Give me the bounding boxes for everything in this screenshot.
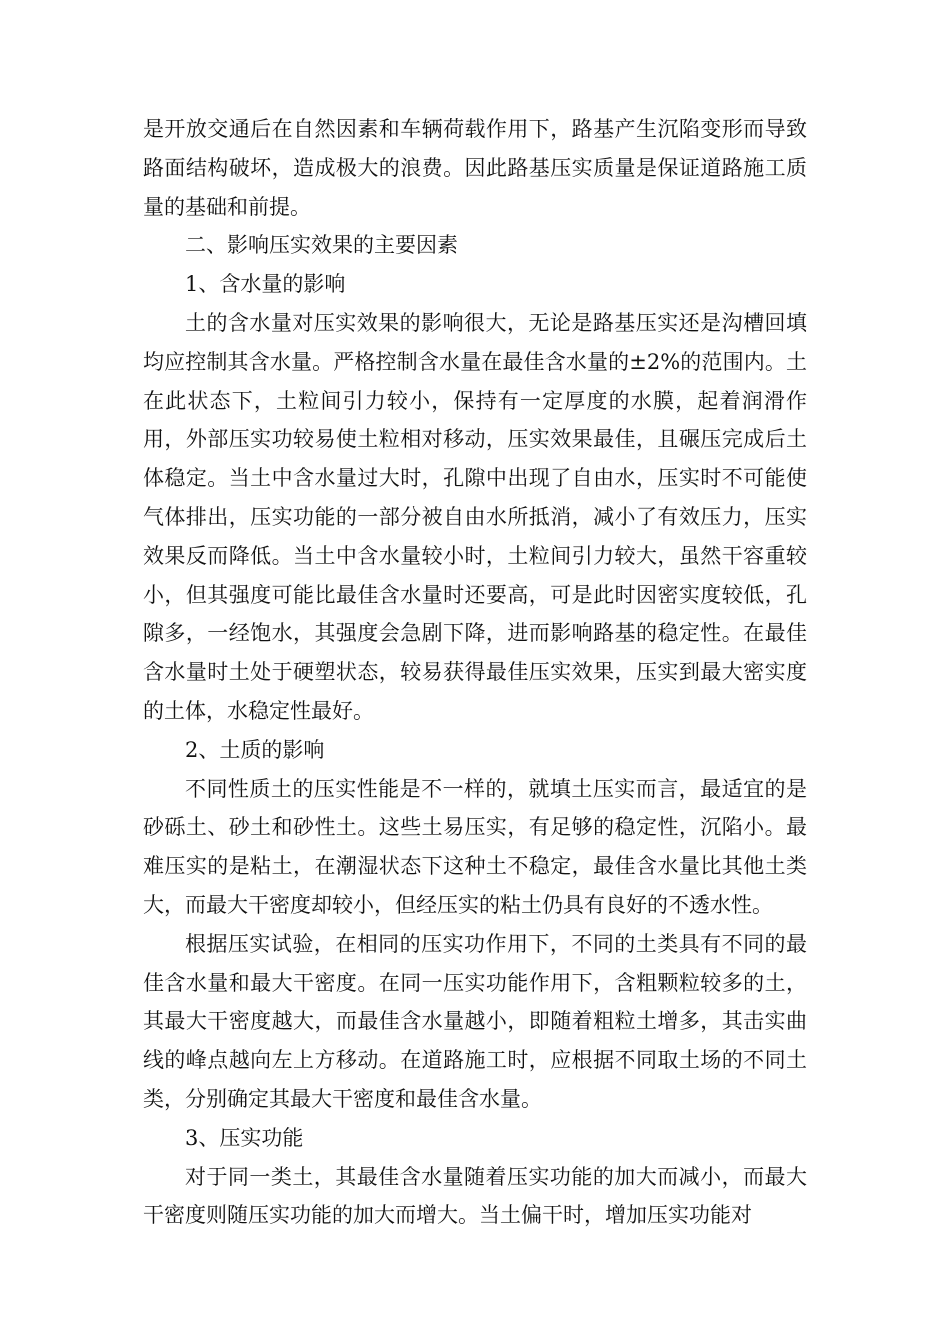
paragraph-continuation: 是开放交通后在自然因素和车辆荷载作用下，路基产生沉陷变形而导致路面结构破坏，造成极大的浪费。因此路基压实质量是保证道路施工质量的基础和前提。: [143, 117, 807, 219]
subsection-heading-moisture: 1、含水量的影响: [185, 272, 346, 297]
paragraph-soil-type-effect: 不同性质土的压实性能是不一样的，就填土压实而言，最适宜的是砂砾土、砂土和砂性土。这些土易压实，有足够的稳定性，沉陷小。最难压实的是粘土，在潮湿状态下这种土不稳定，最佳含水量比其他土类大，而最大干密度却较小，但经压实的粘土仍具有良好的不透水性。: [143, 776, 807, 917]
paragraph-compaction-test: 根据压实试验，在相同的压实功作用下，不同的土类具有不同的最佳含水量和最大干密度。在同一压实功能作用下，含粗颗粒较多的土，其最大干密度越大，而最佳含水量越小，即随着粗粒土增多，其击实曲线的峰点越向左上方移动。在道路施工时，应根据不同取土场的不同土类，分别确定其最大干密度和最佳含水量。: [143, 931, 807, 1111]
subsection-heading-compaction-energy: 3、压实功能: [185, 1125, 304, 1150]
paragraph-compaction-energy: 对于同一类土，其最佳含水量随着压实功能的加大而减小，而最大干密度则随压实功能的加大而增大。当土偏干时，增加压实功能对: [143, 1164, 807, 1228]
document-page: [143, 110, 807, 1235]
subsection-heading-soil-type: 2、土质的影响: [185, 737, 325, 762]
section-heading-main-factors: 二、影响压实效果的主要因素: [185, 233, 458, 258]
paragraph-moisture-effect: 土的含水量对压实效果的影响很大，无论是路基压实还是沟槽回填均应控制其含水量。严格控制含水量在最佳含水量的±2%的范围内。土在此状态下，土粒间引力较小，保持有一定厚度的水膜，起着润滑作用，外部压实功较易使土粒相对移动，压实效果最佳，且碾压完成后土体稳定。当土中含水量过大时，孔隙中出现了自由水，压实时不可能使气体排出，压实功能的一部分被自由水所抵消，减小了有效压力，压实效果反而降低。当土中含水量较小时，土粒间引力较大，虽然干容重较小，但其强度可能比最佳含水量时还要高，可是此时因密实度较低，孔隙多，一经饱水，其强度会急剧下降，进而影响路基的稳定性。在最佳含水量时土处于硬塑状态，较易获得最佳压实效果，压实到最大密实度的土体，水稳定性最好。: [143, 310, 807, 723]
